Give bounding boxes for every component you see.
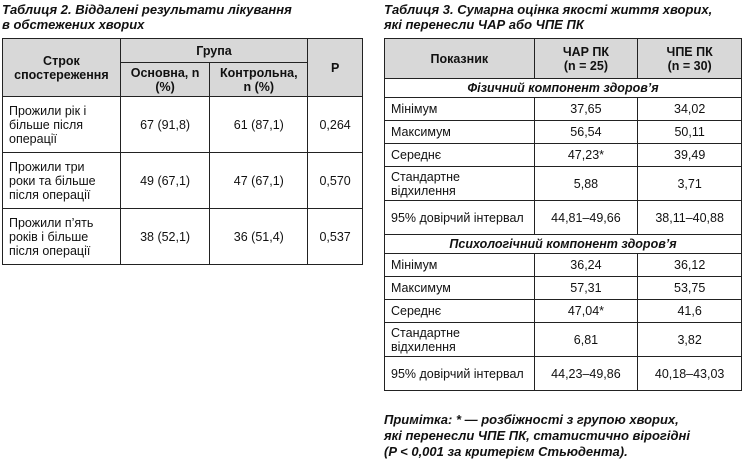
table3-row-char: 56,54 xyxy=(534,121,638,144)
table3-header-chpe-n: (n = 30) xyxy=(667,58,712,73)
table-row xyxy=(385,254,742,277)
table3-row-label: Мінімум xyxy=(385,98,535,121)
table3-section-title: Фізичний компонент здоров’я xyxy=(385,79,742,98)
table3-row-chpe: 50,11 xyxy=(638,121,742,144)
table2-row-control: 47 (67,1) xyxy=(210,153,308,209)
table2-row-term: Прожили рік і більше після операції xyxy=(3,97,121,153)
table-row xyxy=(385,167,742,201)
table3-note-line3: (P < 0,001 за критерієм Стьюдента). xyxy=(384,444,628,459)
table3-row-char: 47,23* xyxy=(534,144,638,167)
table3-row-char: 47,04* xyxy=(534,300,638,323)
table2-caption-line1: Таблиця 2. Віддалені результати лікування xyxy=(2,2,292,17)
table2-caption-line2: в обстежених хворих xyxy=(2,17,145,32)
table3-row-chpe: 36,12 xyxy=(638,254,742,277)
table2-row-p: 0,537 xyxy=(308,209,363,265)
table2-header-main: Основна, n (%) xyxy=(120,63,210,97)
table3-row-char: 36,24 xyxy=(534,254,638,277)
table2-row-main: 49 (67,1) xyxy=(120,153,210,209)
table-row xyxy=(3,209,363,265)
table2-row-term: Прожили три роки та більше після операції xyxy=(3,153,121,209)
table3-row-char: 37,65 xyxy=(534,98,638,121)
table-row xyxy=(385,357,742,391)
table3-note-line1: Примітка: * — розбіжності з групою хворих, xyxy=(384,412,679,427)
table2-caption xyxy=(2,2,292,32)
table2-header-term: Строк спостереження xyxy=(3,39,121,97)
table3-header-indicator: Показник xyxy=(385,39,535,79)
table3 xyxy=(384,38,742,391)
table3-header-chpe-name: ЧПЕ ПК xyxy=(666,44,713,59)
table2-row-p: 0,570 xyxy=(308,153,363,209)
table3-row-chpe: 34,02 xyxy=(638,98,742,121)
table2-row-control: 36 (51,4) xyxy=(210,209,308,265)
table2-row-main: 67 (91,8) xyxy=(120,97,210,153)
table3-row-label: 95% довірчий інтервал xyxy=(385,357,535,391)
table3-caption-line1: Таблиця 3. Сумарна оцінка якості життя хворих, xyxy=(384,2,713,17)
table-row xyxy=(385,277,742,300)
table3-header-char-n: (n = 25) xyxy=(563,58,608,73)
table3-row-chpe: 3,71 xyxy=(638,167,742,201)
table3-caption xyxy=(384,2,712,32)
table3-row-label: Середнє xyxy=(385,300,535,323)
table2-header-group: Група xyxy=(120,39,307,63)
table-row xyxy=(3,97,363,153)
table3-row-label: Максимум xyxy=(385,121,535,144)
table3-row-char: 57,31 xyxy=(534,277,638,300)
table-row xyxy=(385,98,742,121)
table3-row-chpe: 3,82 xyxy=(638,323,742,357)
table3-row-label: Максимум xyxy=(385,277,535,300)
table2-row-main: 38 (52,1) xyxy=(120,209,210,265)
table3-header-chpe xyxy=(638,39,742,79)
table-row xyxy=(385,121,742,144)
table-row xyxy=(385,323,742,357)
table3-row-char: 5,88 xyxy=(534,167,638,201)
table3-header-char-name: ЧАР ПК xyxy=(562,44,610,59)
table2-header-p: P xyxy=(308,39,363,97)
table2-header-control: Контрольна, n (%) xyxy=(210,63,308,97)
table3-row-chpe: 39,49 xyxy=(638,144,742,167)
table-row xyxy=(385,144,742,167)
table3-note-line2: які перенесли ЧПЕ ПК, статистично вірогідні xyxy=(384,428,690,443)
table3-row-char: 44,23–49,86 xyxy=(534,357,638,391)
table2-row-control: 61 (87,1) xyxy=(210,97,308,153)
table-row xyxy=(385,300,742,323)
table3-header-char xyxy=(534,39,638,79)
table3-row-chpe: 53,75 xyxy=(638,277,742,300)
table3-row-label: 95% довірчий інтервал xyxy=(385,201,535,235)
table3-row-chpe: 38,11–40,88 xyxy=(638,201,742,235)
table3-row-chpe: 41,6 xyxy=(638,300,742,323)
table3-row-char: 6,81 xyxy=(534,323,638,357)
table-row xyxy=(3,153,363,209)
table2-row-p: 0,264 xyxy=(308,97,363,153)
table2-row-term: Прожили п’ять років і більше після операції xyxy=(3,209,121,265)
table3-row-char: 44,81–49,66 xyxy=(534,201,638,235)
table3-row-label: Мінімум xyxy=(385,254,535,277)
table3-note xyxy=(384,412,690,460)
table3-row-label: Середнє xyxy=(385,144,535,167)
table3-caption-line2: які перенесли ЧАР або ЧПЕ ПК xyxy=(384,17,584,32)
table3-row-label: Стандартне відхилення xyxy=(385,323,535,357)
table3-row-chpe: 40,18–43,03 xyxy=(638,357,742,391)
table-row xyxy=(385,201,742,235)
table2 xyxy=(2,38,363,265)
table3-row-label: Стандартне відхилення xyxy=(385,167,535,201)
table3-section-title: Психологічний компонент здоров’я xyxy=(385,235,742,254)
